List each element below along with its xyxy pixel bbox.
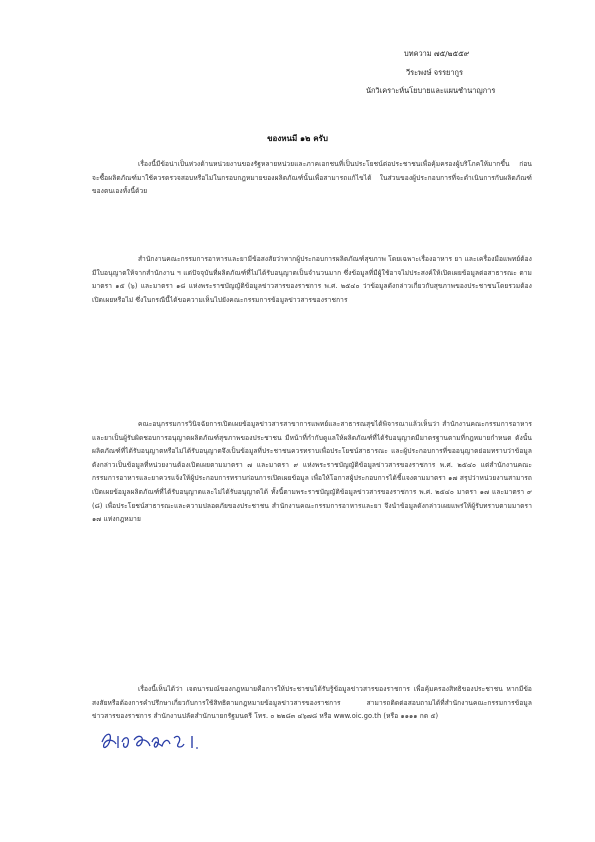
paragraph-1: เรื่องนี้มีข้อน่าเป็นห่วงด้านหน่วยงานของรัฐหลายหน่วยและภาคเอกชนที่เป็นประโยชน์ต่อประชาชนเพื่อคุ้มครองผู้บริโภคให้มากขึ้น ก่อนจะซื้อผลิตภัณฑ์มาใช้ควรตรวจสอบหรือไม่ในกรอบกฎหมายของผลิตภัณฑ์นั้นเพื่อสามารถแก้ไขได้ ในส่วนของผู้ประกอบการที่จะดำเนินการกับผลิตภัณฑ์ของตนเองทั้งนี้ด้วย	[92, 160, 532, 196]
handwritten-note	[98, 728, 208, 754]
author-name: วีระพงษ์ จรรยากูร	[406, 68, 463, 77]
paragraph-4: เรื่องนี้เห็นได้ว่า เจตนารมณ์ของกฎหมายคือการให้ประชาชนได้รับรู้ข้อมูลข่าวสารของราชการ เพื่อคุ้มครองสิทธิของประชาชน หากมีข้อสงสัยหรือต้องการคำปรึกษาเกี่ยวกับการใช้สิทธิตามกฎหมายข้อมูลข่าวสารของราชการ สามารถติดต่อสอบถามได้ที่สำนักงานคณะกรรมการข้อมูลข่าวสารของราชการ สำนักงานปลัดสำนักนายกรัฐมนตรี โทร. ๐ ๒๒๘๓ ๔๖๗๘ หรือ www.oic.go.th (หรือ ๑๑๑๑ กด ๕)	[92, 685, 532, 721]
author-position: นักวิเคราะห์นโยบายและแผนชำนาญการ	[366, 86, 496, 95]
paragraph-3: คณะอนุกรรมการวินิจฉัยการเปิดเผยข้อมูลข่าวสารสาขาการแพทย์และสาธารณสุขได้พิจารณาแล้วเห็นว่า สำนักงานคณะกรรมการอาหารและยาเป็นผู้รับผิดชอบการอนุญาตผลิตภัณฑ์สุขภาพของประชาชน มีหน้าที่กำกับดูแลให้ผลิตภัณฑ์ที่ได้รับอนุญาตมีมาตรฐานตามที่กฎหมายกำหนด ดังนั้นผลิตภัณฑ์ที่ได้รับอนุญาตหรือไม่ได้รับอนุญาตจึงเป็นข้อมูลที่ประชาชนควรทราบเพื่อประโยชน์สาธารณะ และผู้ประกอบการที่ขออนุญาตย่อมทราบว่าข้อมูลดังกล่าวเป็นข้อมูลที่หน่วยงานต้องเปิดเผยตามมาตรา ๗ และมาตรา ๙ แห่งพระราชบัญญัติข้อมูลข่าวสารของราชการ พ.ศ. ๒๕๔๐ แต่สำนักงานคณะกรรมการอาหารและยาควรแจ้งให้ผู้ประกอบการทราบก่อนการเปิดเผยข้อมูล เพื่อให้โอกาสผู้ประกอบการได้ชี้แจงตามมาตรา ๑๗ สรุปว่าหน่วยงานสามารถเปิดเผยข้อมูลผลิตภัณฑ์ที่ได้รับอนุญาตและไม่ได้รับอนุญาตได้ ทั้งนี้ตามพระราชบัญญัติข้อมูลข่าวสารของราชการ พ.ศ. ๒๕๔๐ มาตรา ๑๗ และมาตรา ๙ (๘) เพื่อประโยชน์สาธารณะและความปลอดภัยของประชาชน สำนักงานคณะกรรมการอาหารและยา จึงนำข้อมูลดังกล่าวเผยแพร่ให้ผู้รับทราบตามมาตรา ๑๗ แห่งกฎหมาย	[92, 420, 532, 524]
article-title: ของหนมี ๑๒ ครับ	[267, 134, 328, 143]
paragraph-2: สำนักงานคณะกรรมการอาหารและยามีข้อสงสัยว่าหากผู้ประกอบการผลิตภัณฑ์สุขภาพ โดยเฉพาะเรื่องอาหาร ยา และเครื่องมือแพทย์ต้องมีใบอนุญาตให้จากสำนักงาน ฯ แต่ปัจจุบันที่ผลิตภัณฑ์ที่ไม่ได้รับอนุญาตเป็นจำนวนมาก ซึ่งข้อมูลที่มีผู้ใช้อาจไม่ประสงค์ให้เปิดเผยข้อมูลต่อสาธารณะ ตามมาตรา ๑๕ (๖) และมาตรา ๑๘ แห่งพระราชบัญญัติข้อมูลข่าวสารของราชการ พ.ศ. ๒๕๔๐ ว่าข้อมูลดังกล่าวเกี่ยวกับสุขภาพของประชาชนโดยรวมต้องเปิดเผยหรือไม่ ซึ่งในกรณีนี้ได้ขอความเห็นไปยังคณะกรรมการข้อมูลข่าวสารของราชการ	[92, 255, 532, 304]
article-number: บทความ ๗๕/๒๕๕๙	[404, 49, 470, 58]
